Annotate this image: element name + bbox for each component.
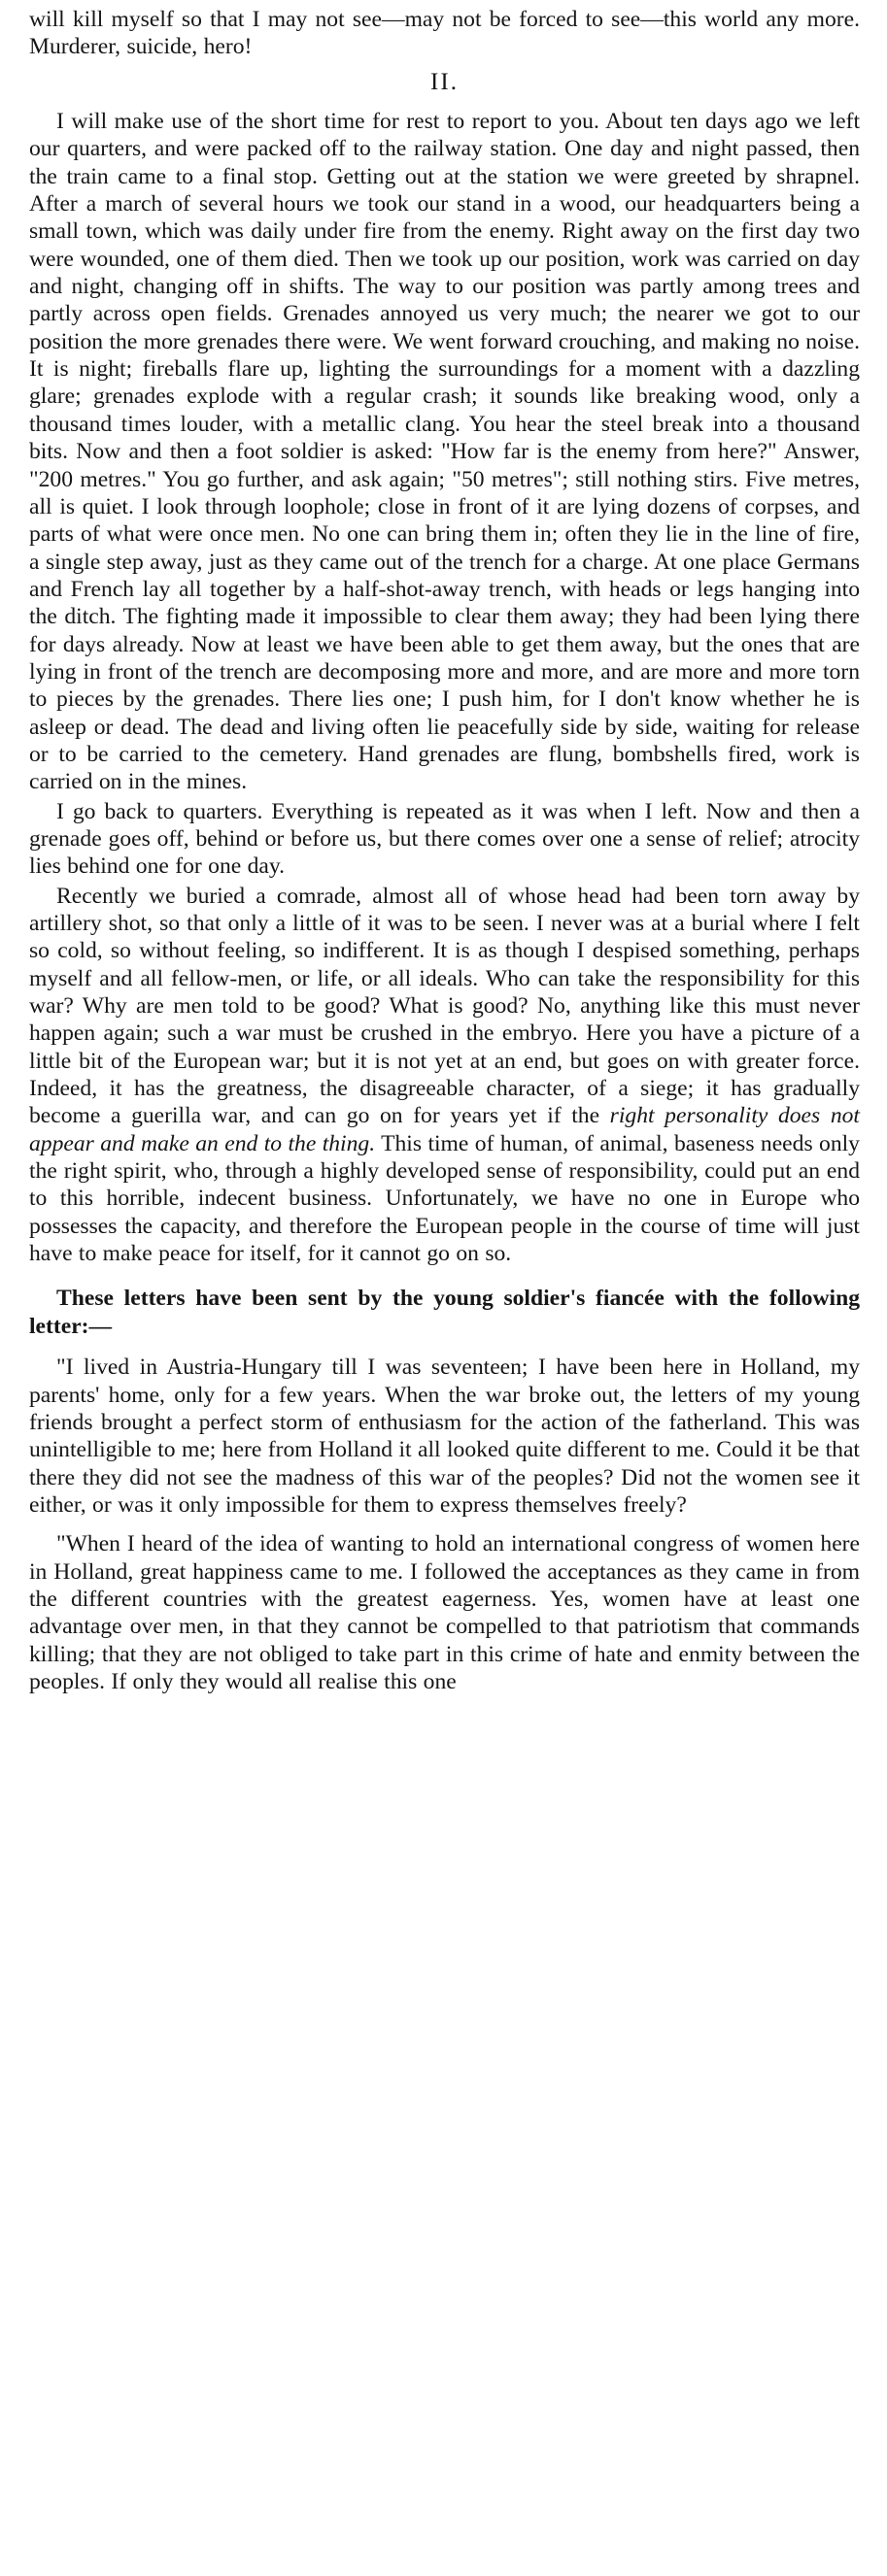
paragraph-back-to-quarters: I go back to quarters. Everything is repeated as it was when I left. Now and then a grenade goes off, behind or before us, but there comes over one a sense of relief; atrocity lies behind one for one day.: [29, 798, 860, 880]
burial-text-italic: right personality does not appear and make an end to the thing.: [29, 1103, 860, 1156]
paragraph-burial: [29, 883, 860, 1268]
letter-paragraph-austria: "I lived in Austria-Hungary till I was seventeen; I have been here in Holland, my parents' home, only for a few years. When the war broke out, the letters of my young friends brought a perfect storm of enthusiasm for the action of the fatherland. This was unintelligible to me; here from Holland it all looked quite different to me. Could it be that there they did not see the madness of this war of the peoples? Did not the women see it either, or was it only impossible for them to express themselves freely?: [29, 1355, 860, 1518]
burial-text-start: Recently we buried a comrade, almost all of whose head had been torn away by artillery shot, so that only a little of it was to be seen. I never was at a burial where I felt so cold, so without feeling, so indifferent. It is as though I despised something, perhaps myself and all fellow-men, or life, or all ideals. Who can take the responsibility for this war? Why are men told to be good? What is good? No, anything like this must never happen again; such a war must be crushed in the embryo. Here you have a picture of a little bit of the European war; but it is not yet at an end, but goes on with greater force. Indeed, it has the greatness, the disagreeable character, of a siege; it has gradually become a guerilla war, and can go on for years yet if the: [29, 883, 860, 1129]
opening-text: will kill myself so that I may not see—may not be forced to see—this world any more. Murderer, suicide, hero!: [29, 7, 860, 60]
section-heading: II.: [430, 68, 459, 95]
burial-text-end: This time of human, of animal, baseness needs only the right spirit, who, through a highly developed sense of responsibility, could put an end to this horrible, indecent business. Unfortunately, we have no one in Europe who possesses the capacity, and therefore the European people in the course of time will just have to make peace for itself, for it cannot go on so.: [29, 1130, 860, 1267]
fiancee-intro-note: These letters have been sent by the young soldier's fiancée with the following letter:—: [29, 1286, 860, 1339]
letter-paragraph-congress: "When I heard of the idea of wanting to hold an international congress of women here in Holland, great happiness came to me. I followed the acceptances as they came in from the different countries with the greatest eagerness. Yes, women have at least one advantage over men, in that they cannot be compelled to that patriotism that commands killing; that they are not obliged to take part in this crime of hate and enmity between the peoples. If only they would all realise this one: [29, 1531, 860, 1694]
document-page: [29, 6, 860, 1707]
paragraph-march-report: I will make use of the short time for rest to report to you. About ten days ago we left our quarters, and were packed off to the railway station. One day and night passed, then the train came to a final stop. Getting out at the station we were greeted by shrapnel. After a march of several hours we took our stand in a wood, our headquarters being a small town, which was daily under fire from the enemy. Right away on the first day two were wounded, one of them died. Then we took up our position, work was carried on day and night, changing off in shifts. The way to our position was partly among trees and partly across open fields. Grenades annoyed us very much; the nearer we got to our position the more grenades there were. We went forward crouching, and making no noise. It is night; fireballs flare up, lighting the surroundings for a moment with a dazzling glare; grenades explode with a regular crash; it sounds like breaking wood, only a thousand times louder, with a metallic clang. You hear the steel break into a thousand bits. Now and then a foot soldier is asked: "How far is the enemy from here?" Answer, "200 metres." You go further, and ask again; "50 metres"; still nothing stirs. Five metres, all is quiet. I look through loophole; close in front of it are lying dozens of corpses, and parts of what were once men. No one can bring them in; often they lie in the line of fire, a single step away, just as they came out of the trench for a charge. At one place Germans and French lay all together by a half-shot-away trench, with heads or legs hanging into the ditch. The fighting made it impossible to clear them away; they had been lying there for days already. Now at least we have been able to get them away, but the ones that are lying in front of the trench are decomposing more and more, and are more and more torn to pieces by the grenades. There lies one; I push him, for I don't know whether he is asleep or dead. The dead and living often lie peacefully side by side, waiting for release or to be carried to the cemetery. Hand grenades are flung, bombshells fired, work is carried on in the mines.: [29, 109, 860, 795]
